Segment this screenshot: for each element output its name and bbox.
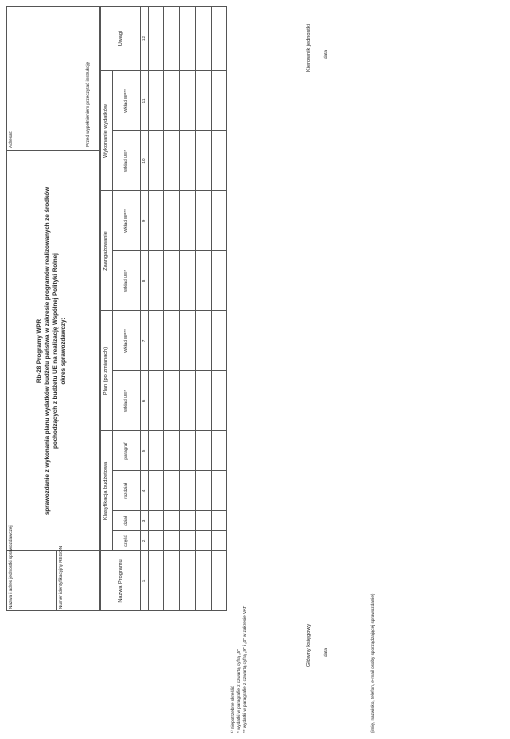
sub-header-chapter: rozdział: [123, 483, 128, 499]
chief-accountant-label: Główny księgowy: [306, 623, 312, 667]
row-divider: [163, 6, 164, 611]
sub-header-execution-eu: Wkład UE*: [123, 149, 128, 173]
row-divider: [195, 6, 196, 611]
footnote-eu: * wydatki w paragrafie z czwartą cyfrą „5”: [236, 649, 241, 733]
sub-header-engaged-eu: Wkład UE*: [123, 269, 128, 293]
report-title-line-2: pochodzących z budżetu UE na realizację Wspólnej Polityki Rolnej: [52, 253, 59, 449]
regon-divider: [56, 551, 57, 611]
addressee-column-divider: [6, 150, 100, 151]
footnote-bp: ** wydatki w paragrafie z czwartą cyfrą „9” i „0” w zakresie VAT: [242, 605, 247, 733]
col-number: 9: [141, 219, 146, 223]
program-name-header: Nazwa Programu: [118, 559, 124, 603]
col-number: 12: [141, 35, 146, 42]
sub-header-plan-bp: Wkład BP**: [123, 329, 128, 353]
sender-label: Nazwa i adres jednostki sprawozdawczej: [8, 525, 13, 609]
col-number: 5: [141, 449, 146, 453]
unit-head-label: Kierownik jednostki: [306, 24, 312, 72]
sub-header-division: dział: [123, 516, 128, 526]
col-number: 4: [141, 489, 146, 493]
sub-header-paragraph: paragraf: [123, 442, 128, 460]
group-header-divider: [112, 71, 113, 551]
preparer-contact-note: (imię, nazwisko, telefon, e-mail osoby sporządzającej sprawozdanie): [370, 593, 375, 733]
chief-accountant-date-label: data: [323, 648, 328, 657]
col-number: 11: [141, 98, 146, 104]
number-row-divider: [148, 6, 149, 611]
reporting-period-label: okres sprawozdawczy:: [60, 317, 67, 385]
sub-header-engaged-bp: Wkład BP**: [123, 209, 128, 233]
col-divider: [112, 530, 227, 531]
col-divider: [112, 370, 227, 371]
classification-header: Klasyfikacja budżetowa: [103, 461, 109, 521]
col-number: 6: [141, 399, 146, 403]
regon-label: Numer identyfikacyjny REGON: [58, 545, 63, 609]
sub-header-execution-bp: Wkład BP**: [123, 89, 128, 113]
col-number: 8: [141, 279, 146, 283]
report-title-line-1: sprawozdanie z wykonania planu wydatków budżetu państwa w zakresie programów realizowanych ze środków: [44, 186, 51, 516]
unit-head-date-label: data: [323, 50, 328, 59]
addressee-label: Adresat:: [8, 130, 13, 148]
col-divider: [112, 470, 227, 471]
col-number: 7: [141, 339, 146, 343]
col-number: 2: [141, 539, 146, 543]
sender-column-divider: [6, 550, 100, 551]
sub-header-plan-eu: Wkład UE*: [123, 389, 128, 413]
col-number: 3: [141, 519, 146, 523]
remarks-header: Uwagi: [118, 30, 124, 47]
col-number: 10: [141, 158, 146, 164]
engaged-header: Zaangażowanie: [103, 231, 109, 271]
col-number: 1: [141, 579, 146, 583]
footnote-strike: ¹⁾ niepotrzebne skreślić: [230, 685, 235, 733]
col-divider: [112, 250, 227, 251]
col-divider: [112, 510, 227, 511]
col-divider: [112, 130, 227, 131]
execution-header: Wykonanie wydatków: [103, 104, 109, 158]
instruction-note: Przed wypełnieniem przeczytać instrukcję: [85, 61, 90, 147]
report-code: Rb-28 Programy WPR: [36, 319, 43, 383]
row-divider: [179, 6, 180, 611]
sub-header-part: część: [123, 535, 128, 547]
row-divider: [211, 6, 212, 611]
plan-header: Plan (po zmianach): [103, 346, 109, 396]
